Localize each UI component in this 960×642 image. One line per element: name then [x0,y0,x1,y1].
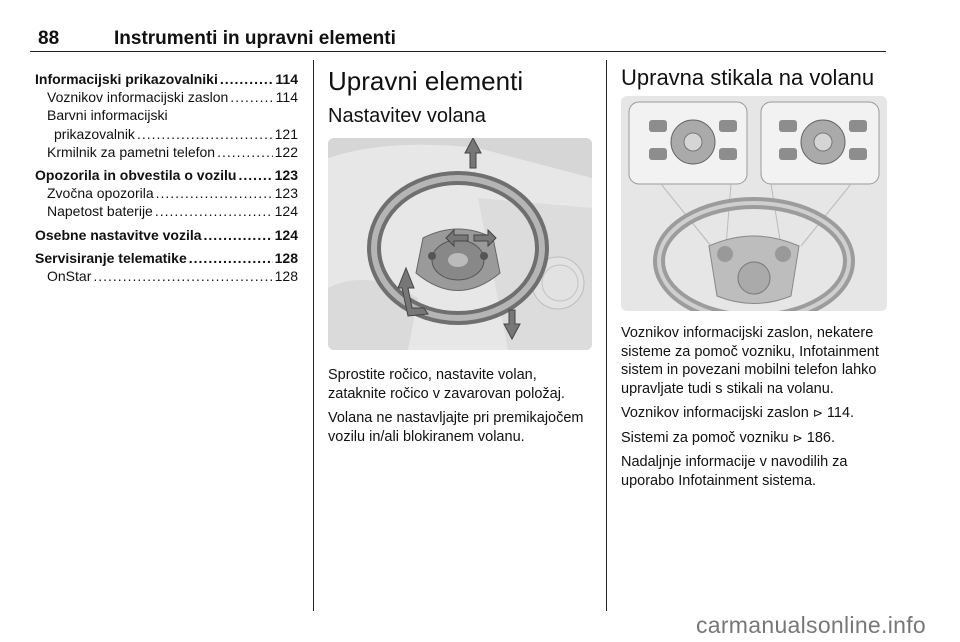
wheel-controls-description: Voznikov informacijski zaslon, nekatere sisteme za pomoč vozniku, Infotainment sistem in povezani mobilni telefon lahko upravljate tudi s stikali na volanu. [621,325,879,397]
wheel-controls-figure [621,96,887,311]
toc-entry-title: Osebne nastavitve vozila [35,226,202,243]
toc-entry[interactable] [35,184,298,202]
toc-entry[interactable] [35,143,298,161]
toc-entry-page: 124 [274,226,298,243]
toc-entry[interactable] [35,88,298,106]
toc-group [35,70,298,161]
section-controls [328,64,590,130]
toc-entry-page: 122 [274,143,298,160]
wheel-controls-text [621,324,889,496]
toc-section-entry[interactable] [35,226,298,244]
toc-entry-page: 114 [275,71,298,87]
wheel-controls-heading: Upravna stikala na volanu [621,65,875,90]
toc-group [35,226,298,244]
toc-entry-page: 128 [274,268,298,285]
toc-leader-dots [217,143,273,161]
further-info-note: Nadaljnje informacije v navodilih za uporabo Infotainment sistema. [621,454,848,489]
reference-text: Voznikov informacijski zaslon [621,405,809,421]
toc-entry-title: Krmilnik za pametni telefon [47,143,216,160]
toc-section-entry[interactable] [35,166,298,184]
table-of-contents [35,70,298,290]
steering-adjustment-illustration [328,138,592,350]
toc-group [35,166,298,221]
toc-leader-dots [220,70,274,88]
controls-text [328,366,593,452]
toc-leader-dots [137,125,273,143]
toc-leader-dots [93,267,272,285]
toc-entry-page: 123 [274,185,298,202]
watermark: carmanualsonline.info [695,612,926,638]
steering-wheel-figure [328,138,592,350]
toc-entry-page: 114 [275,89,298,106]
toc-entry-page: 128 [274,249,298,266]
page-number: 88 [38,28,60,49]
adjust-instructions: Sprostite ročico, nastavite volan, zataknite ročico v zavarovan položaj. [328,367,565,402]
toc-entry-title: Opozorila in obvestila o vozilu [35,167,237,184]
toc-entry-title: Napetost baterije [47,203,153,220]
reference-assist-systems [621,429,889,448]
column-divider-1 [313,60,314,611]
toc-entry-title: prikazovalnik [54,125,135,142]
section-wheel-controls [621,64,887,92]
toc-leader-dots [189,249,273,267]
section-subheading: Nastavitev volana [328,105,486,127]
toc-entry-title: OnStar [47,268,92,285]
toc-leader-dots [156,184,273,202]
toc-entry-title: Barvni informacijski [47,107,168,124]
toc-entry-title: Voznikov informacijski zaslon [47,89,229,106]
page-header [30,28,886,50]
toc-leader-dots [155,202,273,220]
chapter-title: Instrumenti in upravni elementi [114,28,396,49]
section-heading: Upravni elementi [328,66,524,96]
header-divider [30,51,886,52]
reference-arrow-icon: ⊳ [812,406,823,420]
toc-entry-page: 123 [274,167,298,184]
toc-entry-title: Informacijski prikazovalniki [35,71,218,87]
adjust-warning: Volana ne nastavljajte pri premikajočem vozilu in/ali blokiranem volanu. [328,410,584,445]
toc-entry[interactable] [35,202,298,220]
toc-entry[interactable] [35,106,298,124]
toc-group [35,249,298,285]
toc-entry[interactable] [35,267,298,285]
toc-leader-dots [230,88,273,106]
toc-entry-page: 121 [274,125,298,142]
reference-driver-info [621,404,889,423]
reference-page[interactable]: 186. [806,429,835,446]
toc-entry-title: Zvočna opozorila [47,185,154,202]
toc-entry-page: 124 [274,203,298,220]
toc-leader-dots [204,226,273,244]
toc-entry[interactable] [35,125,298,143]
reference-page[interactable]: 114. [826,405,855,421]
toc-entry-title: Servisiranje telematike [35,249,187,266]
reference-arrow-icon: ⊳ [792,430,803,445]
reference-text: Sistemi za pomoč vozniku [621,429,789,446]
toc-section-entry[interactable] [35,70,298,88]
wheel-controls-illustration [621,96,887,311]
toc-section-entry[interactable] [35,249,298,267]
column-divider-2 [606,60,607,611]
toc-leader-dots [238,166,272,184]
